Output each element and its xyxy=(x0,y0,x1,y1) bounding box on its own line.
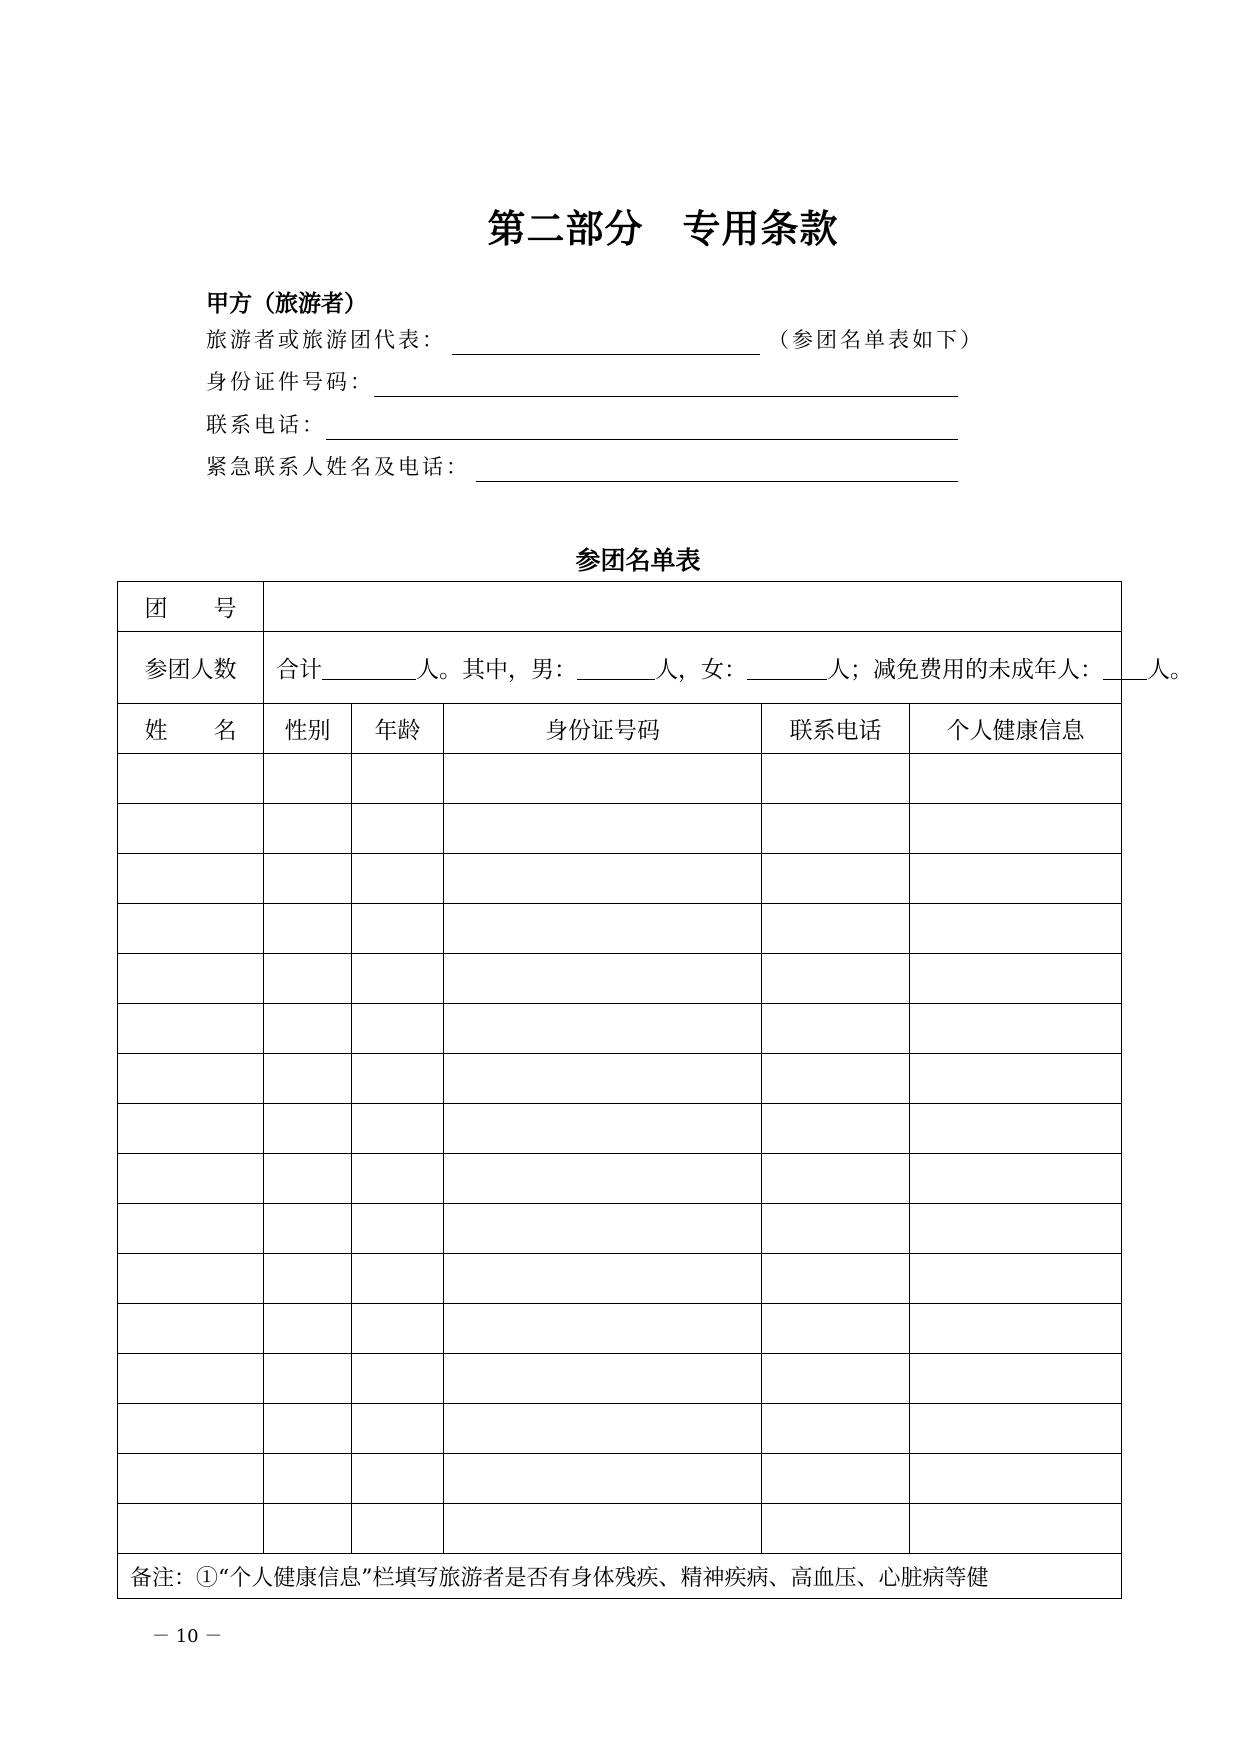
table-cell[interactable] xyxy=(762,1254,910,1304)
table-cell[interactable] xyxy=(118,1204,264,1254)
group-number-label: 团 号 xyxy=(118,582,264,632)
table-cell[interactable] xyxy=(118,1004,264,1054)
table-cell[interactable] xyxy=(264,1354,352,1404)
table-cell[interactable] xyxy=(352,1104,444,1154)
total-label: 合计 xyxy=(276,657,322,683)
table-cell[interactable] xyxy=(352,1504,444,1554)
table-cell[interactable] xyxy=(118,904,264,954)
table-cell[interactable] xyxy=(910,1104,1122,1154)
table-cell[interactable] xyxy=(910,1204,1122,1254)
table-cell[interactable] xyxy=(910,854,1122,904)
table-cell[interactable] xyxy=(118,854,264,904)
representative-label: 旅游者或旅游团代表： xyxy=(206,328,446,352)
table-cell[interactable] xyxy=(352,854,444,904)
table-cell[interactable] xyxy=(352,1354,444,1404)
header-age: 年龄 xyxy=(352,704,444,754)
table-cell[interactable] xyxy=(910,1004,1122,1054)
female-unit: 人； xyxy=(827,657,873,683)
table-cell[interactable] xyxy=(264,804,352,854)
roster-title: 参团名单表 xyxy=(575,546,701,575)
id-number-field xyxy=(206,366,374,396)
table-cell[interactable] xyxy=(352,1054,444,1104)
representative-line[interactable] xyxy=(452,354,760,355)
table-cell[interactable] xyxy=(264,1154,352,1204)
female-blank[interactable] xyxy=(747,678,827,680)
phone-field xyxy=(206,409,326,439)
minors-label: 减免费用的未成年人： xyxy=(873,657,1103,683)
table-cell[interactable] xyxy=(910,954,1122,1004)
table-cell[interactable] xyxy=(264,954,352,1004)
table-cell[interactable] xyxy=(118,1104,264,1154)
table-cell[interactable] xyxy=(264,1254,352,1304)
table-row xyxy=(118,804,1122,854)
table-row xyxy=(118,1504,1122,1554)
table-cell[interactable] xyxy=(264,1304,352,1354)
table-cell[interactable] xyxy=(118,1254,264,1304)
table-cell[interactable] xyxy=(444,1054,762,1104)
emergency-contact-label: 紧急联系人姓名及电话： xyxy=(206,455,470,479)
table-cell[interactable] xyxy=(264,1404,352,1454)
participant-count-label: 参团人数 xyxy=(118,632,264,704)
total-unit: 人。 xyxy=(416,657,462,683)
table-cell[interactable] xyxy=(444,1104,762,1154)
male-unit: 人， xyxy=(655,657,701,683)
table-cell[interactable] xyxy=(264,1454,352,1504)
header-id-number: 身份证号码 xyxy=(444,704,762,754)
group-number-row xyxy=(118,582,1122,632)
total-blank[interactable] xyxy=(322,678,416,680)
table-cell[interactable] xyxy=(352,1254,444,1304)
table-cell[interactable] xyxy=(264,1054,352,1104)
table-cell[interactable] xyxy=(118,1054,264,1104)
table-cell[interactable] xyxy=(910,1054,1122,1104)
table-cell[interactable] xyxy=(762,1504,910,1554)
table-cell[interactable] xyxy=(762,1004,910,1054)
note-row xyxy=(118,1554,1122,1599)
table-row xyxy=(118,1104,1122,1154)
table-row xyxy=(118,954,1122,1004)
table-cell[interactable] xyxy=(910,754,1122,804)
table-cell[interactable] xyxy=(118,1154,264,1204)
table-cell[interactable] xyxy=(352,754,444,804)
table-row xyxy=(118,1054,1122,1104)
representative-field xyxy=(206,324,984,354)
table-cell[interactable] xyxy=(910,904,1122,954)
table-cell[interactable] xyxy=(444,1504,762,1554)
table-cell[interactable] xyxy=(762,804,910,854)
table-cell[interactable] xyxy=(352,1404,444,1454)
table-cell[interactable] xyxy=(444,1004,762,1054)
table-cell[interactable] xyxy=(910,1454,1122,1504)
minors-blank[interactable] xyxy=(1103,678,1147,680)
table-cell[interactable] xyxy=(118,954,264,1004)
table-cell[interactable] xyxy=(444,1254,762,1304)
table-cell[interactable] xyxy=(352,954,444,1004)
table-cell[interactable] xyxy=(118,1304,264,1354)
table-cell[interactable] xyxy=(910,1504,1122,1554)
id-number-label: 身份证件号码： xyxy=(206,370,374,394)
table-cell[interactable] xyxy=(118,1404,264,1454)
id-number-line[interactable] xyxy=(374,396,958,397)
table-cell[interactable] xyxy=(910,1254,1122,1304)
table-cell[interactable] xyxy=(444,1204,762,1254)
table-cell[interactable] xyxy=(352,1004,444,1054)
table-cell[interactable] xyxy=(762,954,910,1004)
minors-unit: 人。 xyxy=(1147,657,1193,683)
table-cell[interactable] xyxy=(762,1054,910,1104)
participant-count-row xyxy=(118,632,1122,704)
table-row xyxy=(118,904,1122,954)
table-cell[interactable] xyxy=(762,1154,910,1204)
table-cell[interactable] xyxy=(762,1104,910,1154)
table-cell[interactable] xyxy=(444,904,762,954)
table-cell[interactable] xyxy=(910,804,1122,854)
table-row xyxy=(118,1204,1122,1254)
party-a-heading: 甲方（旅游者） xyxy=(206,290,367,317)
table-cell[interactable] xyxy=(264,1104,352,1154)
table-cell[interactable] xyxy=(762,1354,910,1404)
header-name: 姓 名 xyxy=(118,704,264,754)
table-cell[interactable] xyxy=(118,1454,264,1504)
table-cell[interactable] xyxy=(762,854,910,904)
table-cell[interactable] xyxy=(444,1454,762,1504)
table-cell[interactable] xyxy=(444,754,762,804)
representative-suffix: （参团名单表如下） xyxy=(768,328,984,352)
table-cell[interactable] xyxy=(910,1404,1122,1454)
male-label: 其中，男： xyxy=(462,657,577,683)
table-cell[interactable] xyxy=(352,1304,444,1354)
table-cell[interactable] xyxy=(118,754,264,804)
table-cell[interactable] xyxy=(264,1204,352,1254)
table-cell[interactable] xyxy=(444,1304,762,1354)
note-text: 备注：①“个人健康信息”栏填写旅游者是否有身体残疾、精神疾病、高血压、心脏病等健 xyxy=(118,1554,1122,1599)
table-cell[interactable] xyxy=(352,1454,444,1504)
table-cell[interactable] xyxy=(762,754,910,804)
emergency-contact-field xyxy=(206,451,470,481)
table-cell[interactable] xyxy=(444,1404,762,1454)
page-number: － 10 － xyxy=(152,1626,223,1647)
header-health-info: 个人健康信息 xyxy=(910,704,1122,754)
table-row xyxy=(118,1404,1122,1454)
table-cell[interactable] xyxy=(444,1154,762,1204)
table-cell[interactable] xyxy=(762,1204,910,1254)
table-row xyxy=(118,754,1122,804)
emergency-contact-line[interactable] xyxy=(476,481,958,482)
table-cell[interactable] xyxy=(762,1454,910,1504)
table-cell[interactable] xyxy=(264,1004,352,1054)
table-row xyxy=(118,1454,1122,1504)
table-cell[interactable] xyxy=(264,1504,352,1554)
header-row xyxy=(118,704,1122,754)
table-cell[interactable] xyxy=(762,904,910,954)
table-cell[interactable] xyxy=(352,1204,444,1254)
table-cell[interactable] xyxy=(444,1354,762,1404)
female-label: 女： xyxy=(701,657,747,683)
table-cell[interactable] xyxy=(352,1154,444,1204)
table-row xyxy=(118,1004,1122,1054)
header-gender: 性别 xyxy=(264,704,352,754)
table-row xyxy=(118,854,1122,904)
table-row xyxy=(118,1304,1122,1354)
table-cell[interactable] xyxy=(118,1354,264,1404)
table-cell[interactable] xyxy=(910,1304,1122,1354)
table-cell[interactable] xyxy=(118,1504,264,1554)
table-cell[interactable] xyxy=(444,804,762,854)
phone-line[interactable] xyxy=(326,439,958,440)
table-cell[interactable] xyxy=(910,1154,1122,1204)
table-row xyxy=(118,1254,1122,1304)
table-row xyxy=(118,1354,1122,1404)
table-row xyxy=(118,1154,1122,1204)
male-blank[interactable] xyxy=(577,678,655,680)
header-phone: 联系电话 xyxy=(762,704,910,754)
table-cell[interactable] xyxy=(264,754,352,804)
table-cell[interactable] xyxy=(444,954,762,1004)
roster-table xyxy=(117,581,1193,1599)
table-cell[interactable] xyxy=(762,1304,910,1354)
phone-label: 联系电话： xyxy=(206,413,326,437)
table-cell[interactable] xyxy=(352,904,444,954)
table-cell[interactable] xyxy=(762,1404,910,1454)
participant-count-cell xyxy=(264,632,1193,704)
table-cell[interactable] xyxy=(118,804,264,854)
table-cell[interactable] xyxy=(444,854,762,904)
table-cell[interactable] xyxy=(264,854,352,904)
table-cell[interactable] xyxy=(910,1354,1122,1404)
page-title: 第二部分 专用条款 xyxy=(487,206,839,251)
table-cell[interactable] xyxy=(352,804,444,854)
table-cell[interactable] xyxy=(264,904,352,954)
group-number-cell[interactable] xyxy=(264,582,1122,632)
